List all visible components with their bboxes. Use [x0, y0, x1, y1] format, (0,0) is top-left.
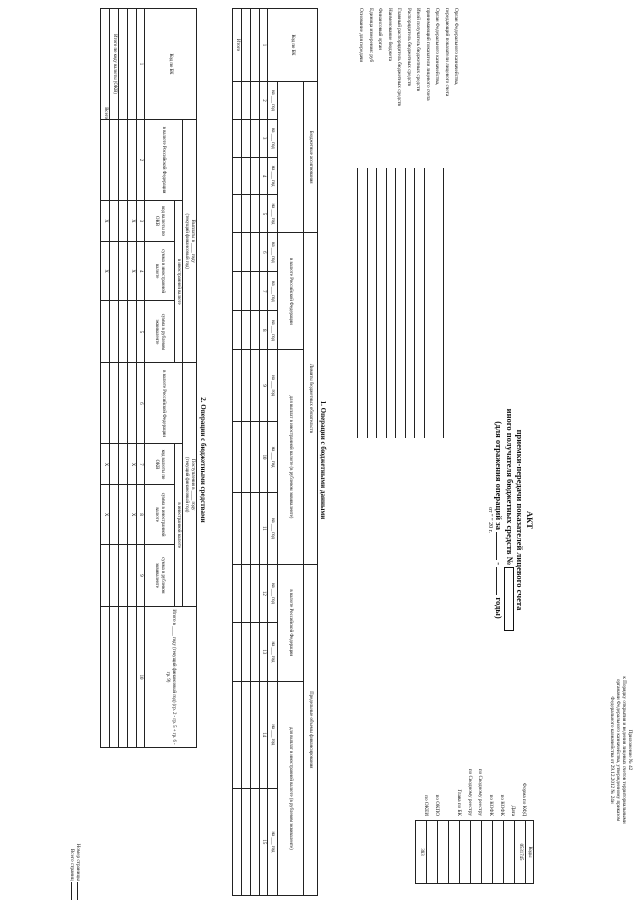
- form-field-row: [415, 8, 425, 648]
- form-field-row: [386, 8, 396, 648]
- total-cell[interactable]: [233, 195, 242, 233]
- total-all-cell[interactable]: [101, 544, 110, 606]
- data-cell[interactable]: [242, 421, 251, 492]
- page-footer: [68, 790, 80, 900]
- code-value[interactable]: [460, 821, 471, 884]
- total-all-cell[interactable]: [101, 301, 110, 363]
- data-cell[interactable]: [128, 301, 137, 363]
- receipts-label: Поступления в ____ году: [189, 459, 195, 511]
- code-value[interactable]: [493, 821, 504, 884]
- on-label: на: [270, 319, 276, 325]
- appendix-line: органами Федерального казначейства, утвержденному приказом: [615, 678, 622, 822]
- data-cell[interactable]: [119, 485, 128, 544]
- year-label: год: [270, 295, 276, 302]
- pages-total-field[interactable]: [71, 882, 72, 900]
- section2-table: [100, 8, 197, 748]
- pay-sum-foreign: сумма в иностранной валюте: [145, 241, 175, 300]
- column-number: 12: [260, 564, 268, 623]
- year-label: год: [270, 142, 276, 149]
- total-cell[interactable]: [233, 272, 242, 311]
- codes-labels: [417, 720, 526, 816]
- form-field-row: [405, 8, 415, 648]
- title-years-label: годы): [493, 597, 504, 619]
- form-field-label: Единица измерения: руб: [367, 8, 374, 63]
- on-label: на: [270, 127, 276, 133]
- payments-sub: (текущий финансовый год): [184, 213, 190, 269]
- form-field-label: Распорядитель бюджетных средств: [405, 8, 412, 86]
- column-number: 2: [260, 82, 268, 120]
- section1-table: [232, 8, 318, 896]
- year-label: год: [270, 460, 276, 468]
- column-number: 9: [260, 350, 268, 421]
- total-cell[interactable]: [233, 119, 242, 157]
- data-cell[interactable]: [251, 82, 260, 120]
- total-all-cell: X: [101, 241, 110, 300]
- year-cell[interactable]: на ___ год: [268, 157, 278, 195]
- column-number: 7: [137, 444, 145, 485]
- payments-head: [183, 120, 197, 363]
- data-cell[interactable]: [251, 493, 260, 564]
- data-cell[interactable]: [242, 311, 251, 350]
- section1-title: 1. Операции с бюджетными данными: [319, 400, 327, 520]
- total-cell[interactable]: [233, 493, 242, 564]
- year-label: год: [270, 655, 276, 663]
- form-field-label: Финансовый орган: [377, 8, 384, 51]
- code-label: по ОКЕИ: [422, 795, 429, 816]
- on-label: на: [270, 446, 276, 452]
- year-cell[interactable]: на ___ год: [268, 681, 278, 788]
- year-label: год: [270, 845, 276, 853]
- year-cell[interactable]: на ___ год: [268, 623, 278, 682]
- column-number: 10: [137, 607, 145, 748]
- column-number: 5: [260, 195, 268, 233]
- code-value[interactable]: [438, 821, 449, 884]
- page-number-field[interactable]: [77, 882, 78, 900]
- total-okv-cell[interactable]: [110, 120, 119, 201]
- year-cell[interactable]: на ___ год: [268, 272, 278, 311]
- pay-okv: код валюты по ОКВ: [145, 201, 175, 242]
- data-cell[interactable]: [251, 233, 260, 272]
- data-cell[interactable]: [128, 607, 137, 748]
- code-label: Дата: [510, 805, 517, 816]
- form-field-row: [358, 8, 368, 648]
- data-cell[interactable]: [128, 544, 137, 606]
- total-cell[interactable]: [233, 233, 242, 272]
- form-field-label: Орган Федерального казначейства,: [434, 8, 441, 86]
- form-field-input[interactable]: [405, 168, 406, 438]
- data-cell[interactable]: [128, 363, 137, 444]
- total-cell[interactable]: [233, 82, 242, 120]
- data-cell[interactable]: [251, 564, 260, 623]
- group-lbo: Лимиты бюджетных обязательств: [304, 233, 318, 564]
- appendix-reference: [608, 600, 632, 900]
- form-field-label: Наименование бюджета: [386, 8, 393, 61]
- form-field-input[interactable]: [358, 168, 359, 438]
- data-cell[interactable]: [128, 9, 137, 120]
- column-number: 8: [137, 485, 145, 544]
- title-line: (для отражения операций за - годы): [493, 421, 504, 619]
- year-cell[interactable]: на ___ год: [268, 788, 278, 895]
- year-cell[interactable]: на ___ год: [268, 564, 278, 623]
- rec-sum-foreign: сумма в иностранной валюте: [145, 485, 175, 544]
- code-value[interactable]: [471, 821, 482, 884]
- total-cell[interactable]: [233, 681, 242, 788]
- data-cell: X: [128, 485, 137, 544]
- rec-sum-rub: сумма в рублевом эквиваленте: [145, 544, 175, 606]
- form-fields: [358, 8, 463, 648]
- data-cell[interactable]: [251, 623, 260, 682]
- total-cell[interactable]: [233, 311, 242, 350]
- form-field-row: [367, 8, 377, 648]
- total-label: Итого: [233, 9, 242, 82]
- data-cell[interactable]: [119, 241, 128, 300]
- data-cell[interactable]: [119, 301, 128, 363]
- title-act: АКТ: [525, 511, 535, 529]
- data-cell[interactable]: [251, 9, 260, 82]
- form-field-label: передающий показатели лицевого счета: [443, 8, 450, 97]
- appendix-number: Приложение № 42: [627, 729, 633, 771]
- codes-header: Коды: [526, 821, 534, 884]
- on-label: на: [270, 241, 276, 247]
- column-number: 4: [137, 241, 145, 300]
- code-label: по ОКПО: [433, 794, 440, 816]
- column-number: 6: [137, 363, 145, 444]
- year-cell[interactable]: на ___ год: [268, 195, 278, 233]
- year-cell[interactable]: на ___ год: [268, 493, 278, 564]
- document-title: [486, 330, 535, 710]
- data-cell[interactable]: [242, 157, 251, 195]
- data-cell[interactable]: [242, 82, 251, 120]
- total-all-cell[interactable]: [101, 120, 110, 201]
- group-pof: Предельные объемы финансирования: [304, 564, 318, 895]
- code-label: по Сводному реестру: [466, 768, 473, 816]
- column-number: 13: [260, 623, 268, 682]
- data-cell[interactable]: [251, 157, 260, 195]
- year-label: год: [270, 389, 276, 397]
- code-value[interactable]: 0531745: [515, 821, 526, 884]
- column-number: 10: [260, 421, 268, 492]
- data-cell[interactable]: [251, 195, 260, 233]
- pof-cur: для выплат в иностранной валюте (в рублевом эквиваленте): [278, 681, 304, 895]
- column-number: 9: [137, 544, 145, 606]
- year-label: год: [270, 104, 276, 111]
- year-label: год: [270, 597, 276, 604]
- year-cell[interactable]: на ___ год: [268, 119, 278, 157]
- title-line: [504, 330, 515, 710]
- form-field-label: принимающий показатели лицевого счета: [424, 8, 431, 101]
- data-cell[interactable]: [242, 195, 251, 233]
- form-field-input[interactable]: [396, 168, 397, 438]
- data-cell: X: [128, 241, 137, 300]
- data-cell[interactable]: [251, 272, 260, 311]
- pay-foreign: в иностранной валюте: [175, 201, 183, 363]
- title-account-label: иного получателя бюджетных средств №: [504, 408, 515, 566]
- rec-rub: в валюте Российской Федерации: [145, 363, 183, 444]
- account-number-box[interactable]: [504, 567, 514, 631]
- data-cell[interactable]: [119, 607, 128, 748]
- data-cell: X: [128, 201, 137, 242]
- data-cell[interactable]: [119, 544, 128, 606]
- total-okv-cell[interactable]: [110, 485, 119, 544]
- on-label: на: [270, 641, 276, 647]
- on-label: на: [270, 517, 276, 523]
- total-cell[interactable]: [233, 157, 242, 195]
- lbo-cur: для выплат в иностранной валюте (в рублевом эквиваленте): [278, 350, 304, 564]
- code-value[interactable]: [449, 821, 460, 884]
- data-cell[interactable]: [242, 788, 251, 895]
- total-okv-cell[interactable]: [110, 301, 119, 363]
- code-label: по Сводному реестру: [477, 768, 484, 816]
- form-field-input[interactable]: [377, 168, 378, 438]
- form-field-row: [443, 8, 453, 648]
- receipts-head: [183, 363, 197, 607]
- total-all-cell[interactable]: [101, 607, 110, 748]
- col-kbk: Код по БК: [268, 9, 318, 82]
- column-number: 6: [260, 233, 268, 272]
- data-cell: X: [128, 444, 137, 485]
- total-okv-cell[interactable]: [110, 607, 119, 748]
- form-field-input[interactable]: [386, 168, 387, 438]
- data-cell[interactable]: [242, 681, 251, 788]
- column-number: 1: [260, 9, 268, 82]
- payments-label: Выплаты в ____ году: [189, 219, 195, 263]
- column-number: 15: [260, 788, 268, 895]
- data-cell[interactable]: [119, 444, 128, 485]
- title-line: приемки-передачи показателей лицевого счета: [514, 429, 525, 611]
- codes-table: [415, 820, 534, 884]
- pages-total-label: Всего страниц: [69, 848, 76, 881]
- data-cell[interactable]: [119, 9, 128, 120]
- period-field[interactable]: [496, 567, 497, 595]
- form-field-label: Иной получатель бюджетных средств: [415, 8, 422, 92]
- code-value[interactable]: [427, 821, 438, 884]
- form-field-input[interactable]: [367, 168, 368, 438]
- group-budget-allocations: Бюджетные ассигнования: [304, 82, 318, 233]
- total-okv-cell[interactable]: [110, 544, 119, 606]
- total-all-cell[interactable]: [101, 363, 110, 444]
- on-label: на: [270, 831, 276, 837]
- total-head: Итого в ____ году (текущий финансовый год) (гр. 2 - гр. 5 + гр. 6 - гр. 9): [145, 607, 197, 748]
- period-field[interactable]: [496, 532, 497, 560]
- section2-title: 2. Операции с бюджетными средствами: [199, 397, 207, 523]
- data-cell[interactable]: [119, 201, 128, 242]
- title-period-label: (для отражения операций за: [493, 421, 504, 530]
- data-cell[interactable]: [128, 120, 137, 201]
- column-number: 7: [260, 272, 268, 311]
- year-label: год: [270, 532, 276, 539]
- on-label: на: [270, 375, 276, 380]
- data-cell[interactable]: [242, 350, 251, 421]
- year-label: год: [270, 179, 276, 187]
- appendix-line: Федерального казначейства от 29.12.2012 № 24н: [609, 696, 616, 804]
- form-field-row: [377, 8, 387, 648]
- data-cell[interactable]: [251, 350, 260, 421]
- rec-okv: код валюты по ОКВ: [145, 444, 175, 485]
- form-field-row: [396, 8, 406, 648]
- form-field-label: Орган Федерального казначейства,: [453, 8, 460, 86]
- data-cell[interactable]: [119, 120, 128, 201]
- total-cell[interactable]: [233, 350, 242, 421]
- form-field-input[interactable]: [415, 168, 416, 438]
- code-value[interactable]: [504, 821, 515, 884]
- data-cell[interactable]: [242, 564, 251, 623]
- on-label: на: [270, 165, 276, 171]
- data-cell[interactable]: [242, 233, 251, 272]
- form-field-row: [453, 8, 463, 648]
- data-cell[interactable]: [242, 119, 251, 157]
- data-cell[interactable]: [242, 623, 251, 682]
- on-label: на: [270, 582, 276, 588]
- year-label: год: [270, 217, 276, 225]
- data-cell[interactable]: [251, 421, 260, 492]
- column-number: 3: [260, 119, 268, 157]
- form-field-input[interactable]: [443, 168, 444, 438]
- column-number: 8: [260, 311, 268, 350]
- year-cell[interactable]: на ___ год: [268, 311, 278, 350]
- page-number: [74, 790, 80, 900]
- column-number: 3: [137, 201, 145, 242]
- total-okv-cell[interactable]: [110, 201, 119, 242]
- page-number-label: Номер страницы: [75, 843, 81, 881]
- year-cell[interactable]: на ___ год: [268, 421, 278, 492]
- lbo-rub: в валюте Российской Федерации: [278, 233, 304, 350]
- title-date: от " " 20 г.: [487, 507, 494, 533]
- data-cell[interactable]: [251, 311, 260, 350]
- column-number: 4: [260, 157, 268, 195]
- total-all-cell: X: [101, 201, 110, 242]
- form-field-label: Главный распорядитель бюджетных средств: [396, 8, 403, 106]
- total-all-label: Всего: [101, 9, 110, 120]
- form-field-input[interactable]: [424, 168, 425, 438]
- code-label: по КОФК: [488, 794, 495, 816]
- year-label: год: [270, 256, 276, 263]
- column-number: 1: [137, 9, 145, 120]
- data-cell[interactable]: [251, 788, 260, 895]
- year-label: год: [270, 738, 276, 746]
- data-cell[interactable]: [251, 119, 260, 157]
- code-value[interactable]: [482, 821, 493, 884]
- form-field-row: [434, 8, 444, 648]
- pof-rub: в валюте Российской Федерации: [278, 564, 304, 681]
- data-cell[interactable]: [242, 9, 251, 82]
- form-field-row: [424, 8, 434, 648]
- on-label: на: [270, 724, 276, 730]
- column-number: 2: [137, 120, 145, 201]
- code-label: Форма по КФД: [521, 782, 527, 816]
- data-cell[interactable]: [242, 493, 251, 564]
- total-okv-cell[interactable]: [110, 444, 119, 485]
- data-cell[interactable]: [251, 681, 260, 788]
- receipts-sub: (текущий финансовый год): [184, 457, 190, 513]
- appendix-line: к Порядку открытия и ведения лицевых счетов территориальными: [621, 676, 628, 824]
- code-label: по КОФК: [499, 794, 506, 816]
- data-cell[interactable]: [119, 363, 128, 444]
- on-label: на: [270, 280, 276, 286]
- total-all-cell: X: [101, 444, 110, 485]
- code-label: Глава по БК: [455, 789, 462, 816]
- total-okv-cell[interactable]: [110, 241, 119, 300]
- data-cell[interactable]: [242, 272, 251, 311]
- col-kbk: Код по БК: [145, 9, 197, 120]
- rec-foreign: в иностранной валюте: [175, 444, 183, 607]
- total-all-cell: X: [101, 485, 110, 544]
- code-value[interactable]: 383: [416, 821, 427, 884]
- pay-sum-rub: сумма в рублевом эквиваленте: [145, 301, 175, 363]
- total-okv-cell[interactable]: [110, 363, 119, 444]
- year-cell[interactable]: на ___ год: [268, 82, 278, 120]
- total-cell[interactable]: [233, 564, 242, 623]
- year-cell[interactable]: на ___ год: [268, 350, 278, 421]
- pay-rub: в валюте Российской Федерации: [145, 120, 183, 201]
- total-cell[interactable]: [233, 421, 242, 492]
- on-label: на: [270, 203, 276, 209]
- column-number: 5: [137, 301, 145, 363]
- total-cell[interactable]: [233, 623, 242, 682]
- form-field-label: Основание для передачи: [358, 8, 365, 63]
- year-cell[interactable]: на ___ год: [268, 233, 278, 272]
- code-label: [439, 720, 450, 816]
- year-label: год: [270, 334, 276, 341]
- column-number: 14: [260, 681, 268, 788]
- ba-blank: [278, 82, 304, 233]
- total-cell[interactable]: [233, 788, 242, 895]
- total-okv-label: Итого по коду валюты (ОКВ): [110, 9, 119, 120]
- column-number: 11: [260, 493, 268, 564]
- on-label: на: [270, 89, 276, 95]
